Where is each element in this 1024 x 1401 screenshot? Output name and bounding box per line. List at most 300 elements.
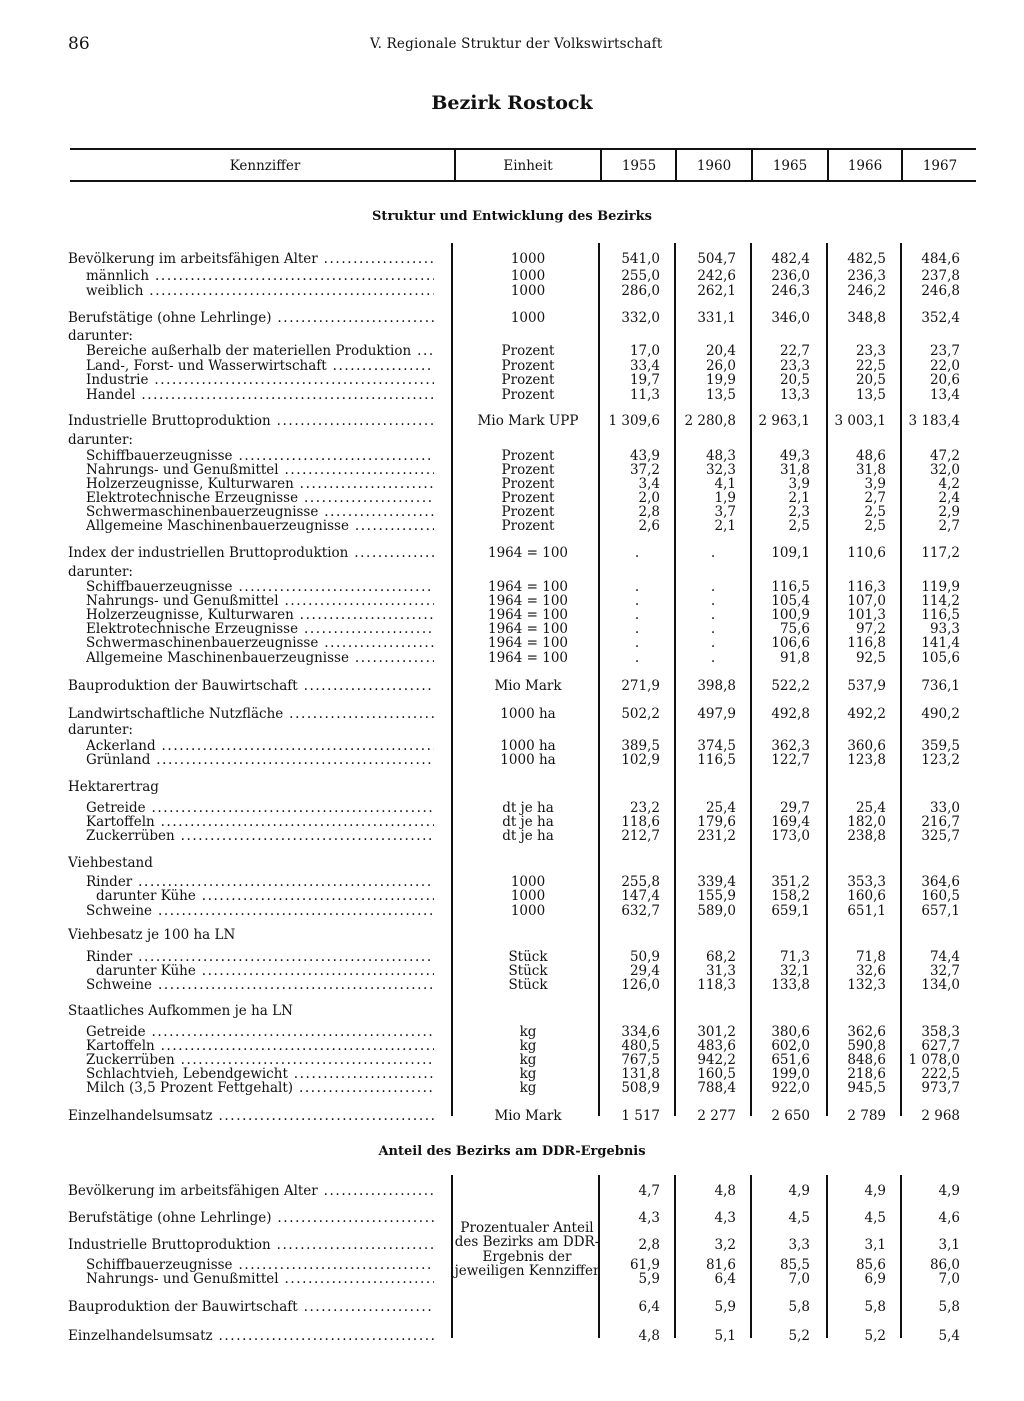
row-unit: Stück [508,963,548,979]
column-divider [451,243,453,1116]
cell-value: 25,4 [855,800,886,816]
row-label: darunter Kühe ..... [96,889,434,903]
row-label: Grünland ..... [86,753,434,767]
cell-value: 116,5 [921,607,960,623]
cell-value: 50,9 [629,949,660,965]
row-label: Milch (3,5 Prozent Fettgehalt) ..... [86,1081,434,1095]
row-unit: 1000 [510,903,546,919]
section-note: Prozentualer Anteil des Bezirks am DDR-Ergebnis der jeweiligen Kennziffer [454,1220,600,1280]
row-label: Getreide ..... [86,1025,434,1039]
cell-value: 33,0 [929,800,960,816]
cell-value: 199,0 [771,1066,810,1082]
cell-value: 32,6 [855,963,886,979]
cell-value: 75,6 [779,621,810,637]
row-label: Bauproduktion der Bauwirtschaft ..... [68,1300,434,1314]
cell-value: 23,7 [929,343,960,359]
row-label: Bevölkerung im arbeitsfähigen Alter ..... [68,252,434,266]
cell-value: 2 277 [697,1108,736,1124]
cell-value: 4,3 [638,1210,660,1226]
cell-value: 541,0 [621,251,660,267]
cell-value: 497,9 [697,706,736,722]
cell-value: 118,3 [697,977,736,993]
cell-value: 2 650 [771,1108,810,1124]
cell-value: 246,3 [771,283,810,299]
cell-value: 107,0 [847,593,886,609]
cell-value: 49,3 [779,448,810,464]
row-unit: Prozent [501,448,555,464]
cell-value: 3,7 [714,504,736,520]
cell-value: 7,0 [788,1271,810,1287]
running-head: V. Regionale Struktur der Volkswirtschaft [370,36,663,52]
row-unit: Mio Mark [494,678,562,694]
cell-value: 20,5 [779,372,810,388]
cell-value: 32,7 [929,963,960,979]
cell-value: 848,6 [847,1052,886,1068]
row-label: Rinder ..... [86,950,434,964]
cell-value: 155,9 [697,888,736,904]
cell-value: 2,0 [638,490,660,506]
cell-value: 2,8 [638,1237,660,1253]
column-header-year: 1967 [922,158,958,174]
cell-value: 26,0 [705,358,736,374]
column-header-label: Kennziffer [229,158,301,174]
cell-value: 20,4 [705,343,736,359]
cell-value: 92,5 [855,650,886,666]
row-label: darunter: [68,329,133,343]
cell-value: 23,2 [629,800,660,816]
cell-value: 236,0 [771,268,810,284]
row-label: Schiffbauerzeugnisse ..... [86,580,434,594]
row-label: Schiffbauerzeugnisse ..... [86,449,434,463]
row-unit: Stück [508,949,548,965]
cell-value: 2 280,8 [684,413,736,429]
row-unit: Prozent [501,504,555,520]
row-label: Getreide ..... [86,801,434,815]
cell-value: 19,9 [705,372,736,388]
row-label: Elektrotechnische Erzeugnisse ..... [86,622,434,636]
cell-value: 508,9 [621,1080,660,1096]
cell-value: 110,6 [847,545,886,561]
column-divider [675,150,677,180]
cell-value: 5,2 [864,1328,886,1344]
cell-value: . [710,545,716,561]
cell-value: 5,9 [714,1299,736,1315]
row-unit: kg [519,1038,537,1054]
cell-value: 3,3 [788,1237,810,1253]
cell-value: 3,1 [864,1237,886,1253]
cell-value: 2,5 [788,518,810,534]
row-label: Einzelhandelsumsatz ..... [68,1109,434,1123]
cell-value: 119,9 [921,579,960,595]
row-label: Holzerzeugnisse, Kulturwaren ..... [86,477,434,491]
cell-value: 222,5 [921,1066,960,1082]
row-unit: 1000 ha [500,706,556,722]
row-unit: 1964 = 100 [487,621,569,637]
cell-value: 4,8 [638,1328,660,1344]
row-label: Staatliches Aufkommen je ha LN [68,1004,293,1018]
cell-value: 43,9 [629,448,660,464]
row-label: Nahrungs- und Genußmittel ..... [86,594,434,608]
page-number: 86 [68,34,90,54]
cell-value: 242,6 [697,268,736,284]
cell-value: 85,5 [779,1257,810,1273]
row-label: Zuckerrüben ..... [86,829,434,843]
cell-value: 29,7 [779,800,810,816]
cell-value: 2,4 [938,490,960,506]
cell-value: 360,6 [847,738,886,754]
cell-value: 160,5 [921,888,960,904]
cell-value: 484,6 [921,251,960,267]
cell-value: 4,8 [714,1183,736,1199]
cell-value: 332,0 [621,310,660,326]
cell-value: 237,8 [921,268,960,284]
row-unit: kg [519,1066,537,1082]
cell-value: 48,6 [855,448,886,464]
row-unit: 1000 [510,283,546,299]
cell-value: . [710,593,716,609]
row-unit: Prozent [501,358,555,374]
cell-value: . [634,579,640,595]
cell-value: 2,7 [938,518,960,534]
cell-value: 301,2 [697,1024,736,1040]
cell-value: 348,8 [847,310,886,326]
cell-value: 483,6 [697,1038,736,1054]
cell-value: 147,4 [621,888,660,904]
row-label: Bauproduktion der Bauwirtschaft ..... [68,679,434,693]
cell-value: 218,6 [847,1066,886,1082]
cell-value: 33,4 [629,358,660,374]
column-header-year: 1960 [696,158,732,174]
cell-value: 20,5 [855,372,886,388]
cell-value: 4,5 [788,1210,810,1226]
section-heading: Anteil des Bezirks am DDR-Ergebnis [378,1144,646,1159]
row-unit: 1000 [510,251,546,267]
cell-value: . [634,607,640,623]
cell-value: 482,5 [847,251,886,267]
cell-value: 182,0 [847,814,886,830]
cell-value: 13,3 [779,387,810,403]
cell-value: 5,2 [788,1328,810,1344]
row-unit: 1964 = 100 [487,607,569,623]
row-unit: kg [519,1024,537,1040]
cell-value: 48,3 [705,448,736,464]
row-label: Hektarertrag [68,780,159,794]
cell-value: 5,9 [638,1271,660,1287]
cell-value: 3,2 [714,1237,736,1253]
cell-value: 602,0 [771,1038,810,1054]
cell-value: 23,3 [855,343,886,359]
cell-value: 158,2 [771,888,810,904]
row-label: Schiffbauerzeugnisse ..... [86,1258,434,1272]
row-label: Landwirtschaftliche Nutzfläche ..... [68,707,434,721]
cell-value: 116,5 [697,752,736,768]
cell-value: 339,4 [697,874,736,890]
row-label: Berufstätige (ohne Lehrlinge) ..... [68,311,434,325]
cell-value: 325,7 [921,828,960,844]
column-divider [901,150,903,180]
cell-value: 480,5 [621,1038,660,1054]
cell-value: 736,1 [921,678,960,694]
cell-value: 116,8 [847,635,886,651]
cell-value: 7,0 [938,1271,960,1287]
row-unit: Prozent [501,476,555,492]
row-unit: 1000 [510,888,546,904]
cell-value: 922,0 [771,1080,810,1096]
row-label: Industrielle Bruttoproduktion ..... [68,1238,434,1252]
cell-value: 2,9 [938,504,960,520]
row-label: Kartoffeln ..... [86,815,434,829]
cell-value: 22,7 [779,343,810,359]
cell-value: 767,5 [621,1052,660,1068]
cell-value: 246,8 [921,283,960,299]
row-unit: Prozent [501,343,555,359]
cell-value: 1 517 [621,1108,660,1124]
cell-value: 3,4 [638,476,660,492]
row-unit: 1000 ha [500,752,556,768]
cell-value: 4,9 [864,1183,886,1199]
cell-value: 216,7 [921,814,960,830]
row-label: Nahrungs- und Genußmittel ..... [86,463,434,477]
cell-value: 118,6 [621,814,660,830]
cell-value: 942,2 [697,1052,736,1068]
cell-value: 116,3 [847,579,886,595]
cell-value: 2 963,1 [758,413,810,429]
cell-value: 126,0 [621,977,660,993]
row-unit: Prozent [501,462,555,478]
row-unit: Mio Mark [494,1108,562,1124]
cell-value: 4,1 [714,476,736,492]
cell-value: 3,1 [938,1237,960,1253]
cell-value: 74,4 [929,949,960,965]
cell-value: 2,6 [638,518,660,534]
cell-value: 352,4 [921,310,960,326]
row-unit: dt je ha [502,814,554,830]
cell-value: 101,3 [847,607,886,623]
row-unit: 1000 [510,874,546,890]
cell-value: 6,4 [714,1271,736,1287]
row-label: Einzelhandelsumsatz ..... [68,1329,434,1343]
cell-value: 589,0 [697,903,736,919]
row-unit: 1964 = 100 [487,545,569,561]
cell-value: 85,6 [855,1257,886,1273]
cell-value: 37,2 [629,462,660,478]
cell-value: 22,5 [855,358,886,374]
cell-value: 5,8 [788,1299,810,1315]
cell-value: 97,2 [855,621,886,637]
column-header-year: 1965 [772,158,808,174]
row-label: Rinder ..... [86,875,434,889]
row-unit: dt je ha [502,828,554,844]
row-label: Allgemeine Maschinenbauerzeugnisse ..... [86,519,434,533]
cell-value: 2,5 [864,518,886,534]
cell-value: 114,2 [921,593,960,609]
row-label: männlich ..... [86,269,434,283]
cell-value: 351,2 [771,874,810,890]
row-label: Holzerzeugnisse, Kulturwaren ..... [86,608,434,622]
row-label: Index der industriellen Bruttoproduktion ..... [68,546,434,560]
row-label: Kartoffeln ..... [86,1039,434,1053]
column-header-unit: Einheit [503,158,553,174]
cell-value: 132,3 [847,977,886,993]
row-label: Industrie ..... [86,373,434,387]
cell-value: 71,8 [855,949,886,965]
cell-value: 11,3 [629,387,660,403]
row-label: Schwermaschinenbauerzeugnisse ..... [86,505,434,519]
row-unit: Prozent [501,490,555,506]
cell-value: 131,8 [621,1066,660,1082]
section-heading: Struktur und Entwicklung des Bezirks [372,209,652,224]
cell-value: 2,7 [864,490,886,506]
row-label: Viehbestand [68,856,153,870]
row-label: Ackerland ..... [86,739,434,753]
cell-value: 122,7 [771,752,810,768]
cell-value: 364,6 [921,874,960,890]
cell-value: 4,2 [938,476,960,492]
row-label: Industrielle Bruttoproduktion ..... [68,414,434,428]
cell-value: 3,9 [864,476,886,492]
cell-value: 3,9 [788,476,810,492]
cell-value: 590,8 [847,1038,886,1054]
cell-value: 93,3 [929,621,960,637]
cell-value: 353,3 [847,874,886,890]
cell-value: 179,6 [697,814,736,830]
cell-value: 522,2 [771,678,810,694]
cell-value: 25,4 [705,800,736,816]
cell-value: 262,1 [697,283,736,299]
cell-value: 362,6 [847,1024,886,1040]
cell-value: 71,3 [779,949,810,965]
cell-value: . [710,579,716,595]
cell-value: 3 183,4 [908,413,960,429]
cell-value: 105,6 [921,650,960,666]
row-label: Zuckerrüben ..... [86,1053,434,1067]
cell-value: 105,4 [771,593,810,609]
cell-value: . [634,621,640,637]
cell-value: 374,5 [697,738,736,754]
row-label: weiblich ..... [86,284,434,298]
cell-value: 632,7 [621,903,660,919]
cell-value: 271,9 [621,678,660,694]
cell-value: 4,6 [938,1210,960,1226]
row-label: Schlachtvieh, Lebendgewicht ..... [86,1067,434,1081]
cell-value: 134,0 [921,977,960,993]
row-unit: dt je ha [502,800,554,816]
cell-value: 358,3 [921,1024,960,1040]
cell-value: 19,7 [629,372,660,388]
cell-value: 238,8 [847,828,886,844]
cell-value: 29,4 [629,963,660,979]
cell-value: . [634,650,640,666]
row-label: Viehbesatz je 100 ha LN [68,928,236,942]
cell-value: 2,3 [788,504,810,520]
cell-value: 32,3 [705,462,736,478]
cell-value: 91,8 [779,650,810,666]
cell-value: 102,9 [621,752,660,768]
cell-value: . [634,545,640,561]
cell-value: . [710,621,716,637]
row-unit: 1000 [510,310,546,326]
cell-value: 20,6 [929,372,960,388]
cell-value: 17,0 [629,343,660,359]
column-divider [827,150,829,180]
column-header-year: 1955 [621,158,657,174]
cell-value: 492,2 [847,706,886,722]
cell-value: 6,9 [864,1271,886,1287]
cell-value: 236,3 [847,268,886,284]
cell-value: 13,5 [705,387,736,403]
cell-value: 346,0 [771,310,810,326]
cell-value: 160,6 [847,888,886,904]
row-unit: 1964 = 100 [487,593,569,609]
cell-value: 117,2 [921,545,960,561]
cell-value: 1 309,6 [608,413,660,429]
cell-value: 651,1 [847,903,886,919]
row-unit: Stück [508,977,548,993]
row-label: Bereiche außerhalb der materiellen Produktion ..... [86,344,434,358]
cell-value: 4,7 [638,1183,660,1199]
row-unit: 1000 [510,268,546,284]
cell-value: 6,4 [638,1299,660,1315]
cell-value: 2,5 [864,504,886,520]
cell-value: 22,0 [929,358,960,374]
cell-value: 359,5 [921,738,960,754]
row-unit: kg [519,1080,537,1096]
cell-value: . [710,650,716,666]
cell-value: 5,1 [714,1328,736,1344]
row-unit: 1000 ha [500,738,556,754]
cell-value: 4,9 [788,1183,810,1199]
row-label: Schweine ..... [86,978,434,992]
cell-value: 490,2 [921,706,960,722]
cell-value: 2 789 [847,1108,886,1124]
cell-value: 86,0 [929,1257,960,1273]
cell-value: 31,8 [779,462,810,478]
cell-value: 32,1 [779,963,810,979]
row-unit: Prozent [501,387,555,403]
cell-value: 945,5 [847,1080,886,1096]
row-unit: kg [519,1052,537,1068]
cell-value: 109,1 [771,545,810,561]
cell-value: 362,3 [771,738,810,754]
cell-value: 5,8 [938,1299,960,1315]
cell-value: 3 003,1 [834,413,886,429]
cell-value: 2,1 [788,490,810,506]
cell-value: 2 968 [921,1108,960,1124]
cell-value: 482,4 [771,251,810,267]
cell-value: 31,3 [705,963,736,979]
cell-value: 1 078,0 [908,1052,960,1068]
row-label: darunter Kühe ..... [96,964,434,978]
row-label: Land-, Forst- und Wasserwirtschaft ..... [86,359,434,373]
cell-value: 106,6 [771,635,810,651]
row-unit: 1964 = 100 [487,650,569,666]
cell-value: 123,2 [921,752,960,768]
cell-value: 492,8 [771,706,810,722]
cell-value: 123,8 [847,752,886,768]
row-unit: 1964 = 100 [487,635,569,651]
cell-value: 1,9 [714,490,736,506]
cell-value: . [710,635,716,651]
cell-value: 504,7 [697,251,736,267]
row-label: darunter: [68,565,133,579]
cell-value: 5,4 [938,1328,960,1344]
column-divider [454,150,456,180]
cell-value: 2,1 [714,518,736,534]
cell-value: 160,5 [697,1066,736,1082]
cell-value: 173,0 [771,828,810,844]
cell-value: 398,8 [697,678,736,694]
row-unit: Prozent [501,372,555,388]
